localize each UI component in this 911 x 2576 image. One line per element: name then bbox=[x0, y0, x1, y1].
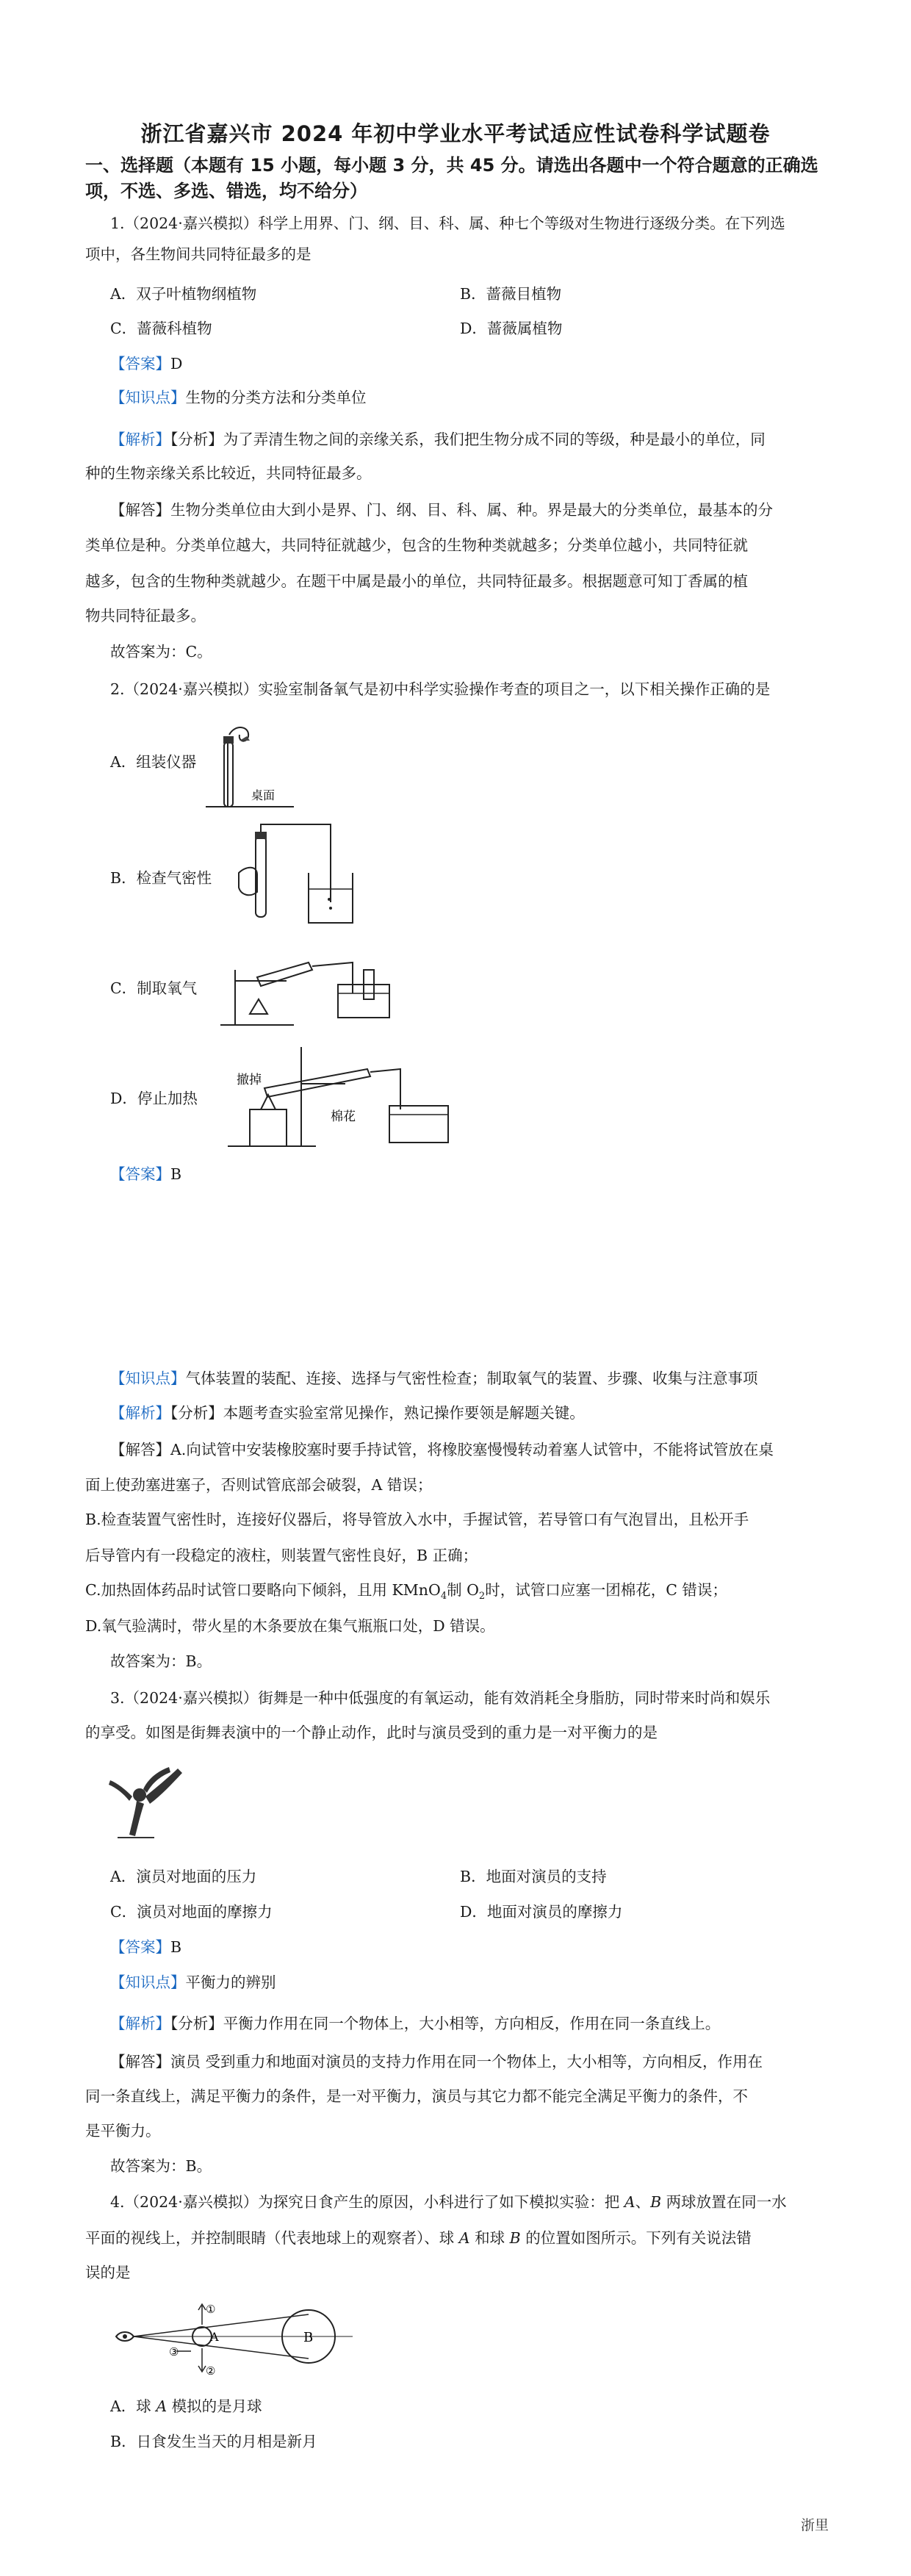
analysis-sub-tag: 【分析】 bbox=[170, 2015, 223, 2032]
q3-solution-line2: 同一条直线上，满足平衡力的条件，是一对平衡力，演员与其它力都不能完全满足平衡力的条件，不 bbox=[85, 2087, 748, 2105]
q2-answer-value: B bbox=[170, 1165, 182, 1183]
q1-analysis-line2: 种的生物亲缘关系比较近，共同特征最多。 bbox=[85, 464, 372, 482]
q2-solution-line1 bbox=[110, 1433, 827, 1467]
q2-stem: 2.（2024·嘉兴模拟）实验室制备氧气是初中科学实验操作考查的项目之一，以下相关操作正确的是 bbox=[110, 680, 771, 698]
q3-solution-line3: 是平衡力。 bbox=[85, 2122, 161, 2140]
q1-answer bbox=[110, 347, 827, 381]
q3-final: 故答案为：B。 bbox=[110, 2157, 212, 2175]
q1-final: 故答案为：C。 bbox=[110, 643, 212, 661]
arrow-label-1: ① bbox=[206, 2303, 216, 2316]
q3-analysis-text: 平衡力作用在同一个物体上，大小相等，方向相反，作用在同一条直线上。 bbox=[223, 2015, 721, 2032]
q2-knowledge bbox=[110, 1361, 827, 1396]
analysis-sub-tag: 【分析】 bbox=[170, 1404, 223, 1422]
q2-analysis bbox=[110, 1396, 827, 1431]
q2-option-c: C．制取氧气 bbox=[110, 979, 198, 997]
q4-stem2-part1: 平面的视线上，并控制眼睛（代表地球上的观察者）、球 bbox=[85, 2229, 459, 2247]
q3-solution-line1 bbox=[110, 2045, 827, 2079]
knowledge-tag: 【知识点】 bbox=[110, 389, 186, 406]
q3-option-b: B．地面对演员的支持 bbox=[460, 1868, 607, 1885]
solution-tag: 【解答】 bbox=[110, 501, 170, 519]
q1-option-b: B．蔷薇目植物 bbox=[460, 285, 562, 303]
q2-sol5-sub1: 4 bbox=[440, 1591, 447, 1602]
exam-title: 浙江省嘉兴市 2024 年初中学业水平考试适应性试卷科学试题卷 bbox=[140, 121, 771, 146]
q2-solution-line6: D.氧气验满时，带火星的木条要放在集气瓶瓶口处，D 错误。 bbox=[85, 1617, 495, 1635]
knowledge-tag: 【知识点】 bbox=[110, 1370, 186, 1387]
q4-stem1-ball-a: A bbox=[624, 2193, 635, 2211]
q2-answer bbox=[110, 1157, 827, 1192]
page-footer: 浙里 bbox=[800, 2517, 829, 2533]
q1-solution-line2: 类单位是种。分类单位越大，共同特征就越少，包含的生物种类就越多；分类单位越小，共同特征就 bbox=[85, 536, 748, 554]
q2-sol5-sub2: 2 bbox=[478, 1591, 486, 1602]
q3-answer-value: B bbox=[170, 1938, 182, 1956]
answer-tag: 【答案】 bbox=[110, 355, 170, 373]
q4-stem-line2 bbox=[85, 2221, 827, 2256]
q1-knowledge bbox=[110, 381, 827, 415]
q1-option-c: C．蔷薇科植物 bbox=[110, 320, 212, 337]
q1-knowledge-text: 生物的分类方法和分类单位 bbox=[185, 389, 367, 406]
q2-knowledge-text: 气体装置的装配、连接、选择与气密性检查；制取氧气的装置、步骤、收集与注意事项 bbox=[185, 1370, 758, 1387]
solution-tag: 【解答】 bbox=[110, 2053, 170, 2070]
ball-a-label: A bbox=[210, 2330, 219, 2344]
q2-solution-line5 bbox=[85, 1573, 827, 1613]
analysis-sub-tag: 【分析】 bbox=[170, 431, 223, 448]
q2-solution-line3: B.检查装置气密性时，连接好仪器后，将导管放入水中，手握试管，若导管口有气泡冒出，且松开手 bbox=[85, 1511, 749, 1528]
q2-solution-line4: 后导管内有一段稳定的液柱，则装置气密性良好，B 正确； bbox=[85, 1547, 478, 1564]
q4-figure-eclipse-model bbox=[110, 2300, 367, 2381]
analysis-tag: 【解析】 bbox=[110, 1404, 170, 1422]
answer-tag: 【答案】 bbox=[110, 1165, 170, 1183]
q1-stem-line1: 1.（2024·嘉兴模拟）科学上用界、门、纲、目、科、属、种七个等级对生物进行逐级分类。在下列选 bbox=[110, 215, 785, 232]
q4-stem-line3: 误的是 bbox=[85, 2264, 131, 2281]
analysis-tag: 【解析】 bbox=[110, 2015, 170, 2032]
q1-solution-line4: 物共同特征最多。 bbox=[85, 607, 206, 625]
arrow-label-3: ③ bbox=[169, 2345, 179, 2359]
q2-figure-a-assemble bbox=[206, 720, 316, 812]
q4-option-a bbox=[110, 2395, 262, 2417]
section-heading-line1: 一、选择题（本题有 15 小题，每小题 3 分，共 45 分。请选出各题中一个符合题意的正确选 bbox=[85, 155, 818, 176]
solution-tag: 【解答】 bbox=[110, 1441, 170, 1458]
knowledge-tag: 【知识点】 bbox=[110, 1974, 186, 1991]
q2-figure-d-label-remove: 撤掉 bbox=[237, 1073, 262, 1087]
q3-knowledge-text: 平衡力的辨别 bbox=[185, 1974, 276, 1991]
q1-stem-line2: 项中，各生物间共同特征最多的是 bbox=[85, 245, 312, 263]
q4-stem1-part2: 、 bbox=[635, 2193, 651, 2211]
q2-option-d: D．停止加热 bbox=[110, 1090, 198, 1107]
q2-solution-text1: A.向试管中安装橡胶塞时要手持试管，将橡胶塞慢慢转动着塞人试管中，不能将试管放在桌 bbox=[170, 1441, 774, 1458]
q2-sol5-part1: C.加热固体药品时试管口要略向下倾斜，且用 KMnO bbox=[85, 1581, 441, 1599]
q3-knowledge bbox=[110, 1965, 827, 2000]
q2-solution-line2: 面上使劲塞进塞子，否则试管底部会破裂，A 错误； bbox=[85, 1476, 433, 1494]
arrow-label-2: ② bbox=[206, 2364, 216, 2378]
q2-figure-b-airtight bbox=[235, 821, 367, 932]
q4-stem1-part3: 两球放置在同一水 bbox=[661, 2193, 787, 2211]
q4-stem2-ball-a: A bbox=[458, 2229, 470, 2247]
q3-solution-text1: 演员 受到重力和地面对演员的支持力作用在同一个物体上，大小相等，方向相反，作用在 bbox=[170, 2053, 763, 2070]
q4-stem-line1 bbox=[110, 2185, 827, 2220]
q1-option-a: A．双子叶植物纲植物 bbox=[110, 285, 257, 303]
q3-stem-line1: 3.（2024·嘉兴模拟）街舞是一种中低强度的有氧运动，能有效消耗全身脂肪，同时带来时尚和娱乐 bbox=[110, 1689, 771, 1707]
q1-solution-line1 bbox=[110, 493, 827, 528]
q4-stem2-part3: 的位置如图所示。下列有关说法错 bbox=[520, 2229, 752, 2247]
q3-figure-dancer bbox=[103, 1752, 191, 1841]
q4-stem1-part1: 4.（2024·嘉兴模拟）为探究日食产生的原因，小科进行了如下模拟实验：把 bbox=[110, 2193, 624, 2211]
q4-optA-ball: A bbox=[156, 2397, 168, 2415]
q3-stem-line2: 的享受。如图是街舞表演中的一个静止动作，此时与演员受到的重力是一对平衡力的是 bbox=[85, 1724, 658, 1741]
analysis-tag: 【解析】 bbox=[110, 431, 170, 448]
answer-tag: 【答案】 bbox=[110, 1938, 170, 1956]
ball-b-label: B bbox=[303, 2330, 314, 2345]
q2-figure-d-stopheat bbox=[220, 1040, 455, 1150]
q2-figure-c-produce bbox=[206, 940, 397, 1029]
q2-sol5-part2: 制 O bbox=[447, 1581, 479, 1599]
q4-stem2-ball-b: B bbox=[509, 2229, 521, 2247]
q2-option-a: A．组装仪器 bbox=[110, 753, 197, 771]
q2-figure-a-label: 桌面 bbox=[251, 788, 276, 802]
q2-figure-d-label-cotton: 棉花 bbox=[331, 1109, 356, 1124]
q4-stem1-ball-b: B bbox=[650, 2193, 662, 2211]
q2-sol5-part3: 时，试管口应塞一团棉花，C 错误； bbox=[485, 1581, 727, 1599]
q4-optA-part2: 模拟的是月球 bbox=[167, 2397, 262, 2415]
q3-option-c: C．演员对地面的摩擦力 bbox=[110, 1903, 273, 1921]
q1-analysis-text1: 为了弄清生物之间的亲缘关系，我们把生物分成不同的等级，种是最小的单位，同 bbox=[223, 431, 766, 448]
q3-option-a: A．演员对地面的压力 bbox=[110, 1868, 257, 1885]
q3-analysis bbox=[110, 2007, 827, 2041]
q1-option-d: D．蔷薇属植物 bbox=[460, 320, 563, 337]
q4-stem2-part2: 和球 bbox=[469, 2229, 510, 2247]
q4-optA-part1: A．球 bbox=[110, 2397, 156, 2415]
q1-analysis-line1 bbox=[110, 422, 827, 457]
q1-solution-line3: 越多，包含的生物种类就越少。在题干中属是最小的单位，共同特征最多。根据题意可知丁香属的植 bbox=[85, 572, 748, 590]
q3-option-d: D．地面对演员的摩擦力 bbox=[460, 1903, 623, 1921]
q2-final: 故答案为：B。 bbox=[110, 1652, 212, 1670]
q3-answer bbox=[110, 1930, 827, 1965]
q1-answer-value: D bbox=[170, 355, 183, 373]
q2-analysis-text: 本题考查实验室常见操作，熟记操作要领是解题关键。 bbox=[223, 1404, 585, 1422]
q4-option-b: B．日食发生当天的月相是新月 bbox=[110, 2433, 317, 2450]
q1-solution-text1: 生物分类单位由大到小是界、门、纲、目、科、属、种。界是最大的分类单位，最基本的分 bbox=[170, 501, 773, 519]
section-heading-line2: 项，不选、多选、错选，均不给分） bbox=[85, 181, 367, 201]
q2-option-b: B．检查气密性 bbox=[110, 869, 212, 887]
